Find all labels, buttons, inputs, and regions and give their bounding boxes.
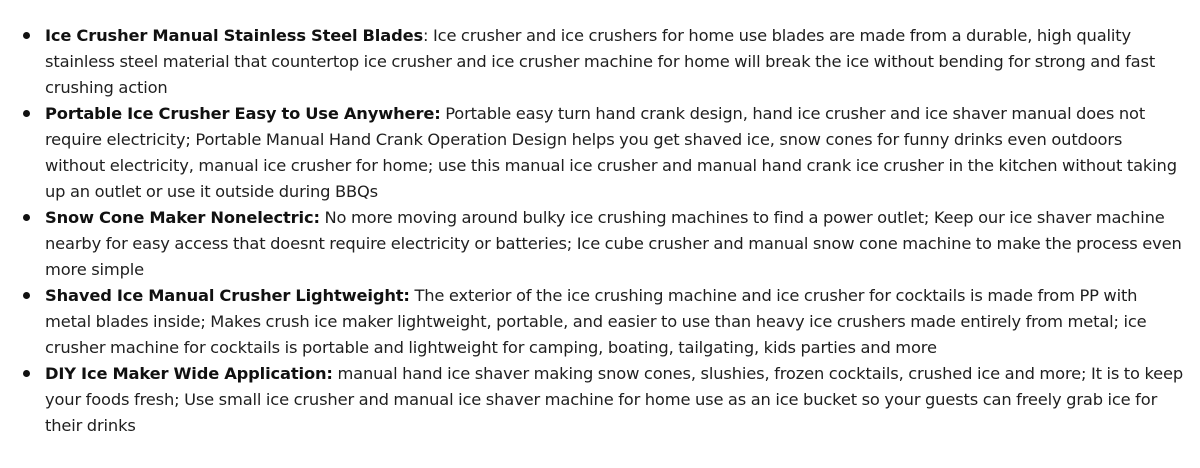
list-item xyxy=(0,361,1200,439)
feature-title: Snow Cone Maker Nonelectric: xyxy=(45,208,320,227)
bullet-icon xyxy=(23,214,30,221)
feature-description: manual hand ice shaver making snow cones, slushies, frozen cocktails, crushed ice and more; It is to keep your foods fresh; Use small ice crusher and manual ice shaver machine for home use as an ice bucket so your guests can freely grab ice for their drinks xyxy=(45,364,1184,435)
feature-title: Portable Ice Crusher Easy to Use Anywhere: xyxy=(45,104,441,123)
list-item xyxy=(0,101,1200,205)
feature-title: Ice Crusher Manual Stainless Steel Blades xyxy=(45,26,424,45)
feature-title: Shaved Ice Manual Crusher Lightweight: xyxy=(45,286,410,305)
bullet-icon xyxy=(23,292,30,299)
bullet-icon xyxy=(23,110,30,117)
feature-bullet-list xyxy=(0,23,1200,439)
list-item xyxy=(0,283,1200,361)
feature-separator: : xyxy=(423,26,433,45)
list-item xyxy=(0,23,1200,101)
feature-description: No more moving around bulky ice crushing machines to find a power outlet; Keep our ice shaver machine nearby for easy access that doesnt require electricity or batteries; Ice cube crusher and manual snow cone machine to make the process even more simple xyxy=(45,208,1182,279)
feature-description: The exterior of the ice crushing machine and ice crusher for cocktails is made from PP with metal blades inside; Makes crush ice maker lightweight, portable, and easier to use than heavy ice crushers made entirely from metal; ice crusher machine for cocktails is portable and lightweight for camping, boating, tailgating, kids parties and more xyxy=(45,286,1147,357)
feature-description: Ice crusher and ice crushers for home use blades are made from a durable, high quality stainless steel material that countertop ice crusher and ice crusher machine for home will break the ice without bending for strong and fast crushing action xyxy=(45,26,1156,97)
feature-description: Portable easy turn hand crank design, hand ice crusher and ice shaver manual does not require electricity; Portable Manual Hand Crank Operation Design helps you get shaved ice, snow cones for funny drinks even outdoors without electricity, manual ice crusher for home; use this manual ice crusher and manual hand crank ice crusher in the kitchen without taking up an outlet or use it outside during BBQs xyxy=(45,104,1177,201)
list-item xyxy=(0,205,1200,283)
bullet-icon xyxy=(23,370,30,377)
bullet-icon xyxy=(23,32,30,39)
feature-title: DIY Ice Maker Wide Application: xyxy=(45,364,333,383)
